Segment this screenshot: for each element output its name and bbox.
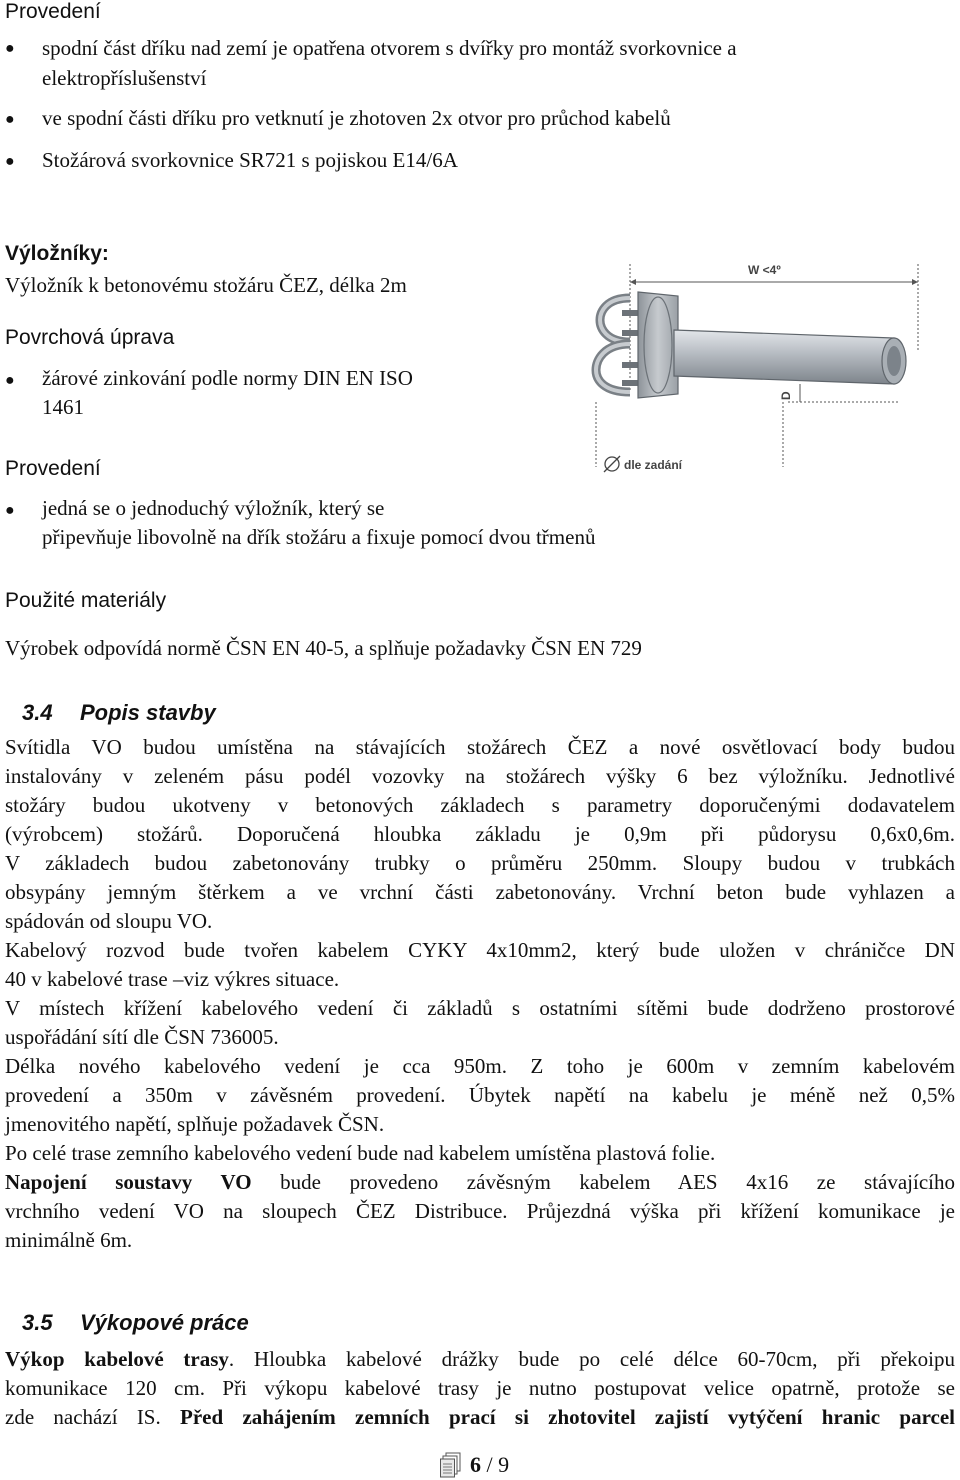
- paragraph-line: 40 v kabelové trase –viz výkres situace.: [5, 967, 340, 991]
- section-3-4-number: 3.4: [22, 700, 53, 725]
- paragraph-line: [5, 1170, 955, 1195]
- label-diameter: dle zadání: [624, 458, 683, 472]
- bracket-figure: [578, 252, 958, 480]
- paragraph-line: V základech budou zabetonovány trubky o průměru 250mm. Sloupy budou v trubkách: [5, 851, 955, 875]
- bullet-icon: ●: [5, 502, 15, 519]
- materials-text: Výrobek odpovídá normě ČSN EN 40-5, a splňuje požadavky ČSN EN 729: [5, 636, 642, 660]
- paragraph-line: Po celé trase zemního kabelového vedení bude nad kabelem umístěna plastová folie.: [5, 1141, 716, 1165]
- paragraph-line: minimálně 6m.: [5, 1228, 133, 1252]
- prov-bullet: jedná se o jednoduchý výložník, který se: [42, 496, 385, 520]
- paragraph-line: stožáry budou ukotveny v betonových základech s parametry doporučenými dodavatelem: [5, 793, 955, 817]
- paragraph-line: Kabelový rozvod bude tvořen kabelem CYKY 4x10mm2, který bude uložen v chráničce DN: [5, 938, 955, 962]
- paragraph-line: (výrobcem) stožárů. Doporučená hloubka základu je 0,9m při půdorysu 0,6x0,6m.: [5, 822, 955, 846]
- surface-heading: Povrchová úprava: [5, 326, 175, 349]
- paragraph-text: bude provedeno závěsným kabelem AES 4x16 ze stávajícího: [251, 1170, 955, 1194]
- paragraph-line: komunikace 120 cm. Při výkopu kabelové trasy je nutno postupovat velice opatrně, protože se: [5, 1376, 955, 1400]
- bullet-icon: ●: [5, 111, 15, 128]
- paragraph-line: provedení a 350m v závěsném provedení. Úbytek napětí na kabelu je méně než 0,5%: [5, 1083, 955, 1107]
- section-3-5-title: Výkopové práce: [80, 1310, 249, 1335]
- surface-bullet-cont: 1461: [42, 395, 84, 419]
- pages-icon: [440, 1452, 462, 1478]
- paragraph-line: obsypány jemným štěrkem a ve vrchní části zabetonovány. Vrchní beton bude vyhlazen a: [5, 880, 955, 904]
- paragraph-line: vrchního vedení VO na sloupech ČEZ Distribuce. Průjezdná výška při křížení komunikace je: [5, 1199, 955, 1223]
- paragraph-line: [5, 1405, 955, 1430]
- bullet-text: ve spodní části dříku pro vetknutí je zhotoven 2x otvor pro průchod kabelů: [42, 106, 671, 130]
- paragraph-text: zde nachází IS.: [5, 1405, 181, 1429]
- vylozniky-heading: Výložníky:: [5, 242, 109, 265]
- section-3-4-title: Popis stavby: [80, 700, 216, 725]
- paragraph-line: V místech křížení kabelového vedení či základů s ostatními sítěmi bude dodrženo prostorové: [5, 996, 955, 1020]
- bullet-text-cont: elektropříslušenství: [42, 66, 207, 90]
- bold-phrase: Výkop kabelové trasy: [5, 1347, 229, 1371]
- provedeni-heading: Provedení: [5, 0, 101, 23]
- section-3-5-number: 3.5: [22, 1310, 53, 1335]
- paragraph-line: [5, 1347, 955, 1372]
- paragraph-line: Délka nového kabelového vedení je cca 950m. Z toho je 600m v zemním kabelovém: [5, 1054, 955, 1078]
- paragraph-line: spádován od sloupu VO.: [5, 909, 213, 933]
- bullet-icon: ●: [5, 372, 15, 389]
- bullet-icon: ●: [5, 40, 15, 57]
- bullet-text: spodní část dříku nad zemí je opatřena otvorem s dvířky pro montáž svorkovnice a: [42, 36, 737, 60]
- page-indicator: [470, 1452, 509, 1478]
- materials-heading: Použité materiály: [5, 589, 167, 612]
- label-w: W <4º: [748, 263, 781, 277]
- pipe: [674, 330, 894, 384]
- paragraph-line: instalovány v zeleném pásu podél vozovky na stožárech výšky 6 bez výložníku. Jednotlivé: [5, 764, 955, 788]
- bold-phrase: Před zahájením zemních prací si zhotovitel zajistí vytýčení hranic parcel: [180, 1405, 955, 1429]
- bullet-icon: ●: [5, 153, 15, 170]
- total-pages: 9: [498, 1452, 510, 1477]
- current-page: 6: [470, 1452, 481, 1477]
- bold-phrase: Napojení soustavy VO: [5, 1170, 252, 1194]
- paragraph-text: . Hloubka kabelové drážky bude po celé délce 60-70cm, při překoipu: [228, 1347, 955, 1371]
- paragraph-line: uspořádání sítí dle ČSN 736005.: [5, 1025, 279, 1049]
- prov-bullet-cont: připevňuje libovolně na dřík stožáru a fixuje pomocí dvou třmenů: [42, 525, 596, 549]
- page-separator: /: [486, 1452, 493, 1477]
- paragraph-line: jmenovitého napětí, splňuje požadavek ČSN.: [5, 1112, 385, 1136]
- surface-bullet: žárové zinkování podle normy DIN EN ISO: [42, 366, 413, 390]
- vyloznik-item: Výložník k betonovému stožáru ČEZ, délka 2m: [5, 273, 407, 297]
- bullet-text: Stožárová svorkovnice SR721 s pojiskou E14/6A: [42, 148, 458, 172]
- paragraph-line: Svítidla VO budou umístěna na stávajících stožárech ČEZ a nové osvětlovací body budou: [5, 735, 955, 759]
- provedeni-heading-2: Provedení: [5, 457, 101, 480]
- label-d: D: [779, 391, 793, 400]
